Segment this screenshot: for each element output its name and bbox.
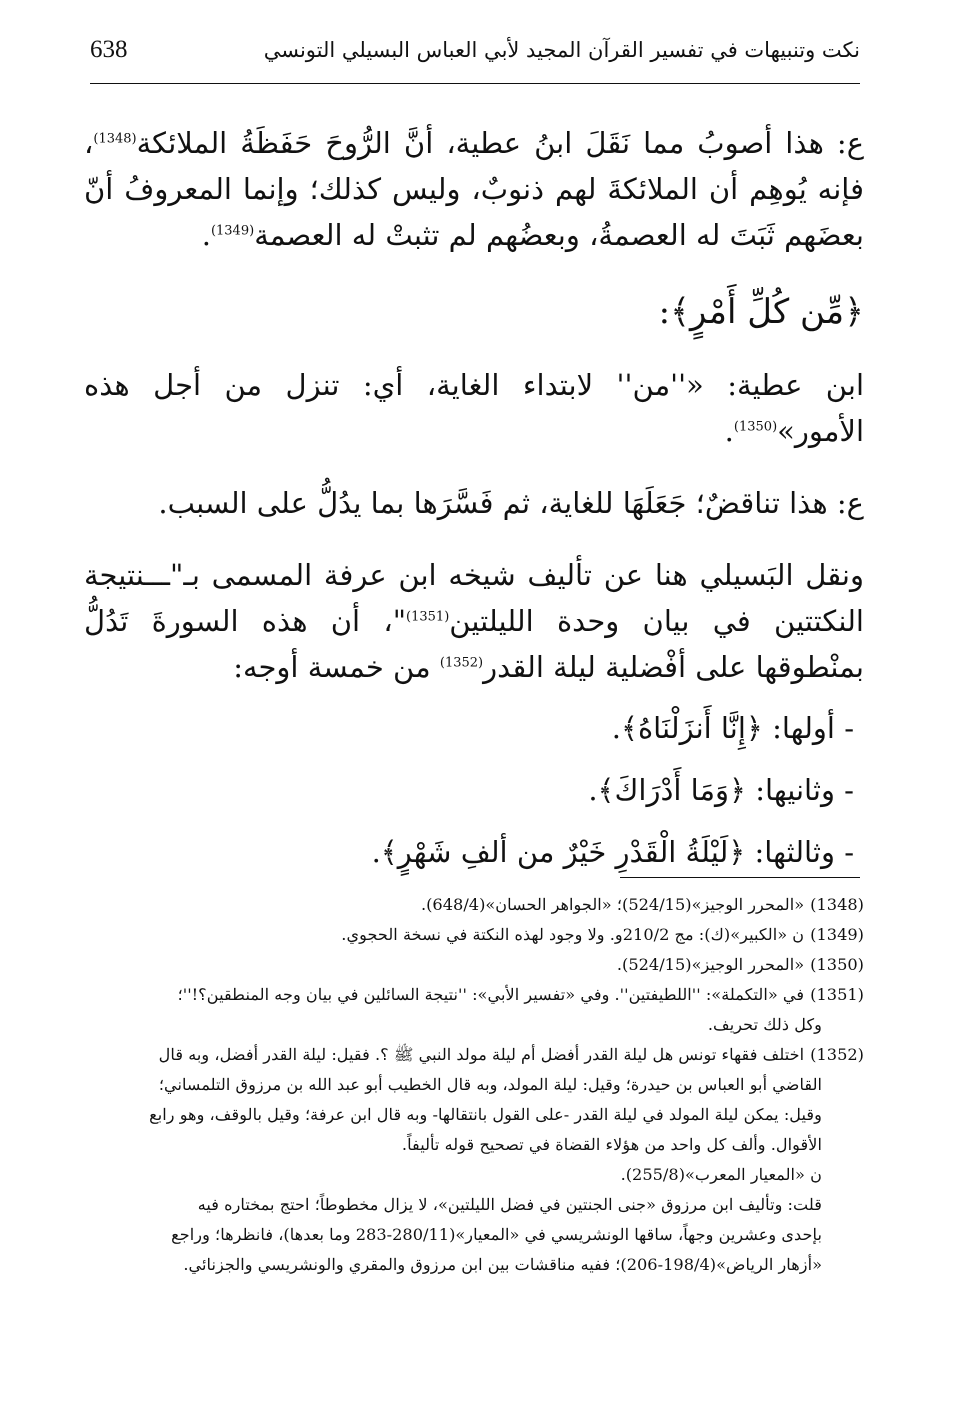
footnote-line: ن «المعيار المعرب»(255/8).: [620, 1165, 822, 1184]
footnote-note-line: قلت: وتأليف ابن مرزوق «جنى الجنتين في فضل الليلتين»، لا يزال مخطوطاً؛ احتج بمختاره فيه: [197, 1195, 822, 1214]
paragraph-1-text-a: ع: هذا أصوبُ مما نَقَلَ ابنُ عطية، أنَّ الرُّوحَ حَفَظَةُ الملائكة: [136, 126, 864, 160]
footnote-ref-1352: (1352): [439, 655, 484, 671]
paragraph-2-text-a: ابن عطية: «''من'' لابتداء الغاية، أي: تنزل من أجل هذه الأمور»: [84, 368, 864, 448]
paragraph-1-text-b: ، فإنه يُوهِم أن الملائكةَ لهم ذنوبٌ، وليس كذلك؛ وإنما المعروفُ أنّ بعضَهم ثَبَتَ له العصمةُ، وبعضُهم لم تثبتْ له العصمة: [84, 126, 864, 252]
list-item-1: - أولها: ﴿إِنَّا أَنزَلْنَاهُ﴾.: [611, 711, 854, 745]
footnote-text: ن «الكبير»(ك): مج 210/2و. ولا وجود لهذه النكتة في نسخة الحجوي.: [341, 925, 805, 944]
footnote-ref-1351: (1351): [406, 609, 450, 625]
list-item-2: - وثانيها: ﴿وَمَا أَدْرَاكَ﴾.: [588, 773, 854, 807]
header-rule: [90, 83, 860, 84]
paragraph-4: [84, 552, 864, 690]
footnote-ref-1348: (1348): [93, 131, 137, 147]
footnote-number: (1348): [810, 895, 864, 914]
footnote-1352: [84, 1040, 864, 1190]
footnote-1348: [84, 890, 864, 920]
footnote-continuation: وكل ذلك تحريف.: [707, 1015, 822, 1034]
page-header: [90, 30, 860, 80]
footnote-number: (1350): [810, 955, 864, 974]
footnote-number: (1349): [810, 925, 864, 944]
footnote-ref-1349: (1349): [210, 223, 255, 239]
footnote-text: في «التكملة»: ''اللطيفتين''. وفي «تفسير الأبي»: ''نتيجة السائلين في بيان وجه المنطقين؟!''؛: [177, 985, 805, 1004]
running-title: نكت وتنبيهات في تفسير القرآن المجيد لأبي العباس البسيلي التونسي: [263, 38, 860, 62]
footnote-line: وقيل: يمكن ليلة المولد في ليلة القدر -على القول بانتقالها- وبه قال ابن عرفة؛ وقيل بالوقف، وهو رابع: [149, 1105, 822, 1124]
paragraph-2-text-b: .: [724, 414, 734, 448]
verse-heading: ﴿مِّن كُلِّ أَمْرٍ﴾:: [658, 292, 864, 332]
footnote-text: اختلف فقهاء تونس هل ليلة القدر أفضل أم ليلة مولد النبي ﷺ ؟. فقيل: ليلة القدر أفضل، وبه قال: [158, 1045, 805, 1064]
paragraph-3: ع: هذا تناقضٌ؛ جَعَلَهَا للغاية، ثم فَسَّرَها بما يدُلُّ على السبب.: [158, 486, 864, 520]
footnote-number: (1351): [810, 985, 864, 1004]
footnote-number: (1352): [810, 1045, 864, 1064]
footnote-ref-1350: (1350): [733, 419, 778, 435]
footnote-line: الأقوال. وألف كل واحد من هؤلاء القضاة في تصحيح قوله تأليفاً.: [401, 1135, 822, 1154]
paragraph-2: [84, 362, 864, 454]
footnote-rule: [620, 877, 860, 878]
page-number: 638: [90, 36, 128, 63]
footnote-text: «المحرر الوجيز»(524/15).: [616, 955, 805, 974]
footnote-text: «المحرر الوجيز»(524/15)؛ «الجواهر الحسان»(648/4).: [420, 895, 805, 914]
list-item-3: - وثالثها: ﴿لَيْلَةُ الْقَدْرِ خَيْرٌ من ألفِ شَهْرٍ﴾.: [371, 835, 854, 869]
footnote-1351: [84, 980, 864, 1040]
footnote-line: القاضي أبو العباس بن حيدرة؛ وقيل: ليلة المولد، وبه قال الخطيب أبو عبد الله بن مرزوق التلمساني؛: [158, 1075, 822, 1094]
paragraph-1: [84, 120, 864, 258]
paragraph-1-text-c: .: [201, 218, 211, 252]
paragraph-4-text-a: ونقل البَسيلي هنا عن تأليف شيخه ابن عرفة المسمى بـ"ـــنتيجة النكتتين في بيان وحدة الليلتين: [84, 558, 864, 638]
paragraph-4-text-c: من خمسة أوجه:: [233, 650, 440, 684]
footnote-note-line: «أزهار الرياض»(198/4-206)؛ ففيه مناقشات بين ابن مرزوق والمقري والونشريسي والجزنائي.: [183, 1255, 822, 1274]
main-text: [84, 120, 864, 876]
footnote-1349: [84, 920, 864, 950]
paragraph-4-text-b: "، أن هذه السورةَ تَدُلُّ بمنْطوقها على أفْضلية ليلة القدر: [84, 604, 864, 684]
footnotes: [84, 890, 864, 1280]
footnote-1350: [84, 950, 864, 980]
footnote-note-line: بإحدى وعشرين وجهاً، ساقها الونشريسي في «المعيار»(280/11-283 وما بعدها)، فانظرها؛ وراجع: [171, 1225, 822, 1244]
